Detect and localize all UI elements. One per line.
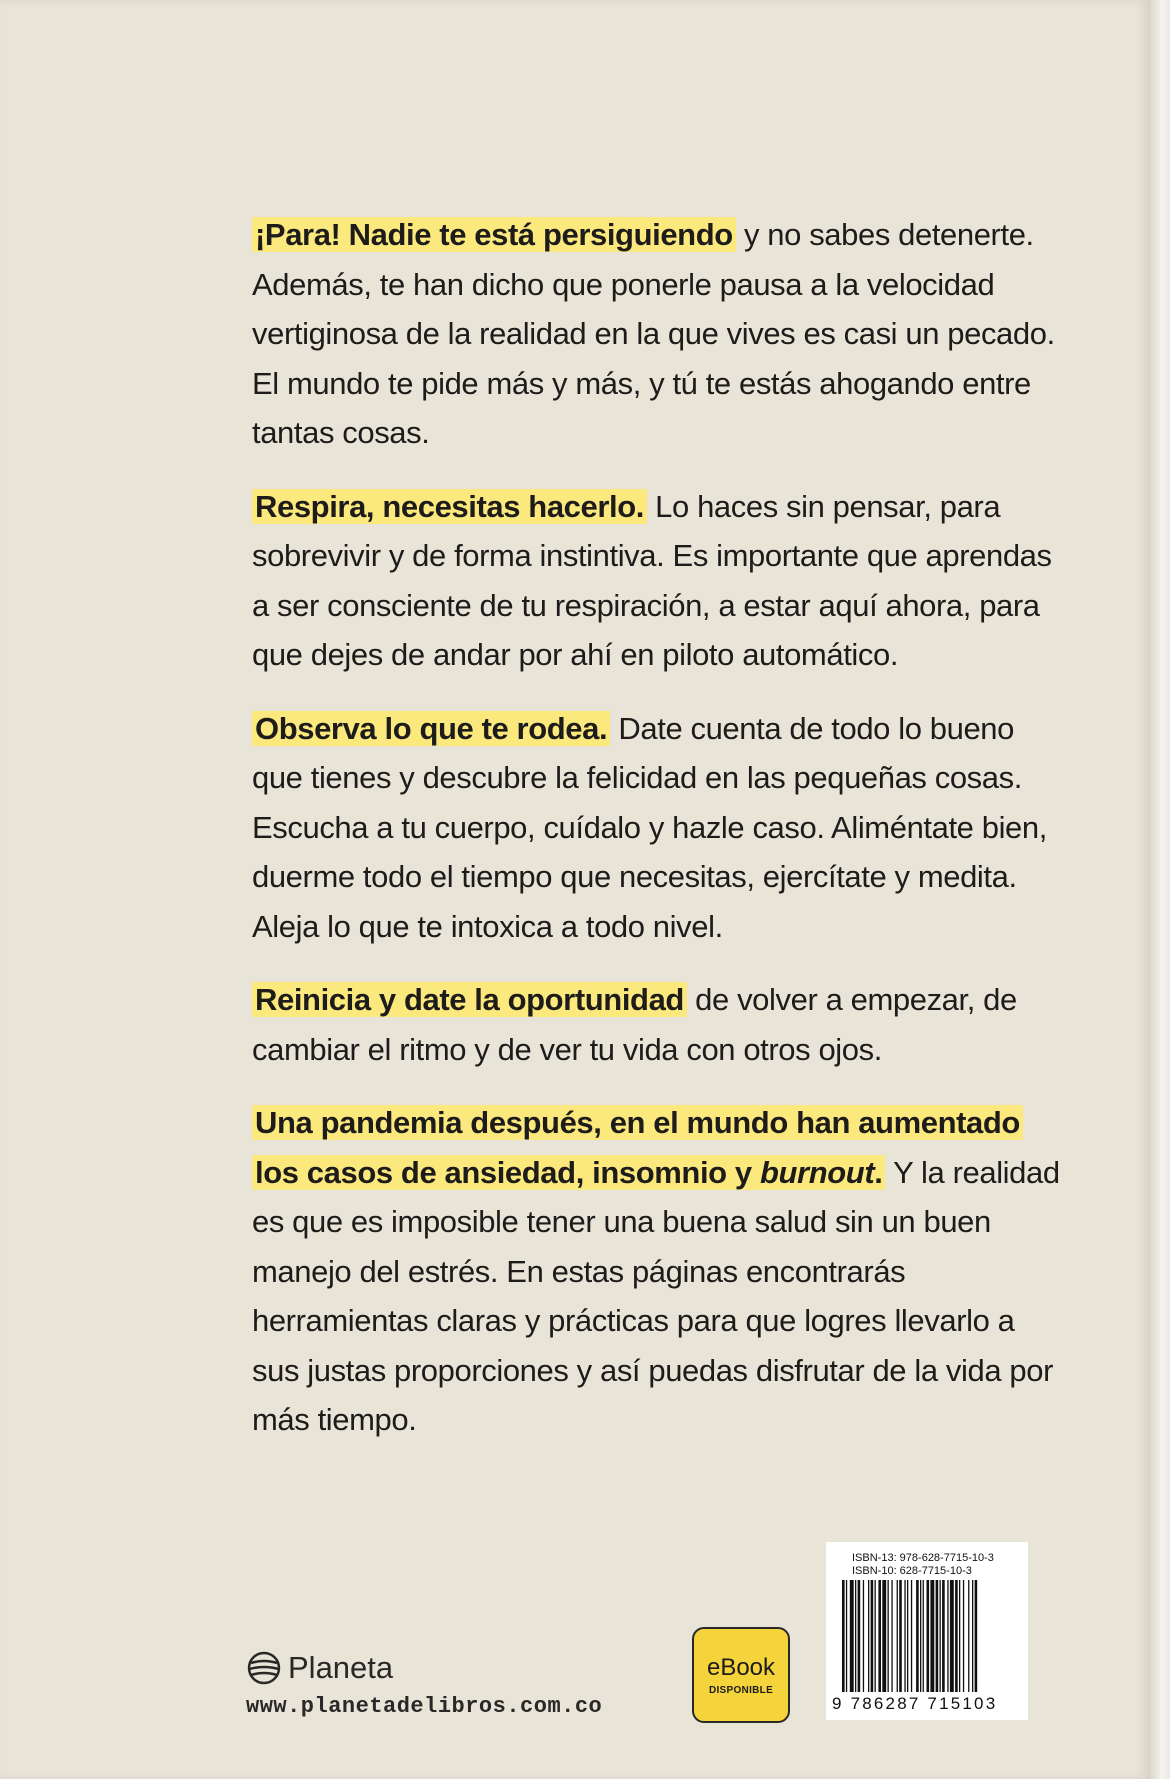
highlight-phrase: Respira, necesitas hacerlo. — [252, 489, 647, 524]
blurb-paragraph-3 — [252, 704, 1062, 952]
paragraph-text: y no sabes detenerte. Además, te han dicho que ponerle pausa a la velocidad vertiginosa de la realidad en la que vives es casi un pecado. El mundo te pide más y más, y tú te estás ahogando entre tantas cosas. — [252, 217, 1055, 450]
isbn-barcode — [826, 1542, 1028, 1720]
highlight-end: . — [874, 1154, 883, 1190]
blurb-paragraph-1 — [252, 210, 1062, 458]
ebook-title: eBook — [706, 1653, 776, 1681]
highlight-italic: burnout — [759, 1154, 875, 1190]
blurb-paragraph-5 — [252, 1098, 1062, 1445]
shrink-wrap-edge — [1150, 0, 1170, 1779]
paragraph-text: de volver a empezar, de cambiar el ritmo y de ver tu vida con otros ojos. — [252, 982, 1017, 1067]
publisher-block — [246, 1650, 602, 1719]
blurb-paragraph-4 — [252, 975, 1062, 1074]
ebook-subtitle: DISPONIBLE — [708, 1684, 774, 1696]
highlight-phrase: ¡Para! Nadie te está persiguiendo — [252, 217, 736, 252]
barcode-digits: 9 786287 715103 — [832, 1694, 998, 1713]
blurb-text — [252, 210, 1062, 1469]
paragraph-text: Y la realidad es que es imposible tener una buena salud sin un buen manejo del estrés. En estas páginas encontrarás herramientas claras y prácticas para que logres llevarlo a sus justas proporciones y así puedas disfrutar de la vida por más tiempo. — [252, 1154, 1060, 1437]
publisher-logo — [246, 1650, 602, 1686]
blurb-paragraph-2 — [252, 482, 1062, 680]
isbn-10: ISBN-10: 628-7715-10-3 — [852, 1565, 972, 1577]
barcode-bars — [840, 1580, 1016, 1694]
highlight-phrase: Observa lo que te rodea. — [252, 711, 610, 746]
highlight-text: Una pandemia después, en el mundo han aumentado los casos de ansiedad, insomnio y — [255, 1105, 1020, 1190]
isbn-13: ISBN-13: 978-628-7715-10-3 — [852, 1552, 994, 1564]
ebook-badge — [692, 1627, 790, 1723]
publisher-url: www.planetadelibros.com.co — [246, 1694, 603, 1719]
globe-icon — [246, 1650, 282, 1686]
highlight-phrase: Reinicia y date la oportunidad — [252, 982, 687, 1017]
paragraph-text: Date cuenta de todo lo bueno que tienes y descubre la felicidad en las pequeñas cosas. Escucha a tu cuerpo, cuídalo y hazle caso. Aliméntate bien, duerme todo el tiempo que necesitas, ejercítate y medita. Aleja lo que te intoxica a todo nivel. — [252, 710, 1047, 944]
publisher-name: Planeta — [288, 1650, 394, 1685]
paragraph-text: Lo haces sin pensar, para sobrevivir y de forma instintiva. Es importante que aprendas a ser consciente de tu respiración, a estar aquí ahora, para que dejes de andar por ahí en piloto automático. — [252, 488, 1052, 672]
